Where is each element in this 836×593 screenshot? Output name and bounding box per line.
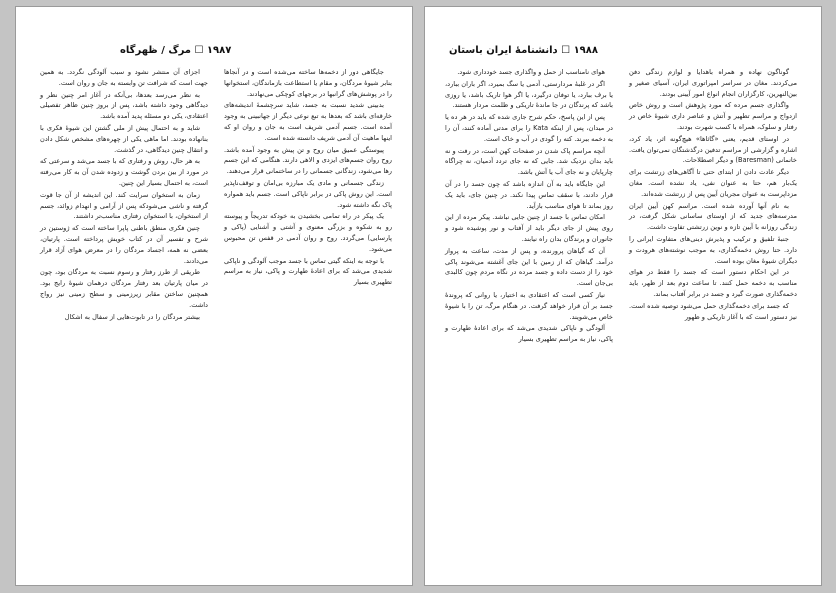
paragraph: بیشتر مردگان را در تابوت‌هایی از سفال به اشکال xyxy=(64,312,200,321)
paragraph: آنچه مراسم پاک شدن در صفحات کهن است، در رفت و نه باید بدان نزدیک شد. جایی که نه جای تردد آدمیان، نه چراگاه چارپایان و نه جای آب یا آتش باشد. xyxy=(445,146,613,177)
paragraph: که جسد برای دخمه‌گذاری حمل می‌شود توصیه شده است. نیز دستور است که با آغاز تاریکی و ظهور xyxy=(629,301,797,321)
paragraph: پیوستگی عمیق میان روح و تن پیش به وجود آمده باشد. روح روان جسم‌های ایزدی و الاهی دارند. هنگامی که این جسم رها می‌شود، زندگانی جسمانی را در ساختمانی قرار می‌دهند. xyxy=(224,145,392,176)
right-page xyxy=(425,7,821,585)
right-page-header: ۱۹۸۸ ☐ دانشنامۀ ایران باستان xyxy=(449,45,598,56)
paragraph: جنبۀ تلفیق و ترکیب و پذیرش دینی‌های متفاوت ایرانی را دارد. حتا روش دخمه‌گذاری، به موجب نوشته‌های هرودت و دیگران شیوۀ مغان بوده است. xyxy=(629,234,797,265)
paragraph: پس از این پاسخ، حکم شرح جاری شده که باید در هر ده یا در میدان، پس از اینکه Kata را برای مدتی آماده کنند، آن را به دخمه ببرند. کته را گودی در آب و خاک است. xyxy=(445,113,613,143)
paragraph: اجزای آن منتشر نشود و سبب آلودگی نگردد. به همین جهت است که شرافت تن وابسته به جان و روان است. xyxy=(40,68,208,87)
right-page-right-column xyxy=(629,67,797,323)
paragraph: در اوستای قدیم، یعنی «گاثاها» هیچ‌گونه اثر، یاد کرد، اشاره و گزارشی از مراسم تدفین درگذشتگان نمی‌توان یافت. خانمانی (Baresman) و دیگر اصطلاحات. xyxy=(629,134,797,165)
paragraph: بدبینی شدید نسبت به جسد، شاید سرچشمۀ اندیشه‌های خارقه‌ای باشد که بعدها به تبع نوعی دیگر از جهانبینی به وجود آمده است. جسم آدمی شریف است به جان و روان او که اینها ماهیت آن آدمی شریف دانسته شده است. xyxy=(224,101,392,142)
paragraph: چنین فکری منطق باطنی پاپرا ساخته است که ژوستین در شرح و تفسیر آن در کتاب خویش پرداخته است. پارتیان، بعضی نه همه، اجساد مردگان را در معرض هوای آزاد قرار می‌دادند. xyxy=(40,224,208,265)
paragraph: آن که گیاهان پرورنده، و پس از مدت، ساعت به پرواز درآمد. گیاهان که از زمین با این جای آغشته می‌شوند پاکی خود را از دست داده و جسد مرده در نگاه مردم چون کالبدی بی‌جان است. xyxy=(445,246,613,288)
paragraph: با توجه به اینکه گیتی تماس با جسد موجب آلودگی و ناپاکی شدیدی می‌شد که برای اعادۀ طهارت و پاکی، نیاز به مراسم تطهیری بسیار xyxy=(224,256,392,287)
paragraph: اگر در غلبۀ مردارستی، آدمی یا سگ بمیرد، اگر باران ببارد، یا برف ببارد، یا توفان درگیرد، یا اگر هوا تاریک باشد، یا روزی باشد که پرندگان در جا ماندۀ تاریکی و ظلمت مردار هستند. xyxy=(445,79,613,110)
paragraph: در این احکام دستور است که جسد را فقط در هوای مناسب به دخمه حمل کنند. تا ساعت دوم بعد از ظهر، باید دخمه‌گذاری صورت گیرد و جسد در برابر آفتاب بماند. xyxy=(629,268,797,298)
paragraph: واگذاری جسم مرده که مورد پژوهش است و روش خاص ازدواج و مراسم تطهیر و آتش و عناصر داری شیوۀ خاص در رفتار و سلوک، همراه با کسب شهرت بودند. xyxy=(629,101,797,131)
paragraph: به نام آنها آورده شده است. مراسم کهن آیین ایران مدرسه‌های جدید که از اوستای ساسانی شکل گرفت، در زندگی روزانه با آیین تازه و نوین زرتشتی تفاوت داشت. xyxy=(629,201,797,232)
left-page-header: ۱۹۸۷ ☐ مرگ / ظهرگاه xyxy=(120,45,232,56)
paragraph: شاید و به احتمال پیش از ملی گشتن این شیوۀ فکری با بنانهاده بودند. اما ماهی یکی از چهره‌های مشخص شکل دادن و انتقال چنین دیدگاهی، در گذشت. xyxy=(40,123,208,154)
paragraph: گوناگون نهاده و همراه باهدایا و لوازم زندگی دفن می‌کردند. مغان در سراسر امپراتوری ایران، آسیای صغیر و بین‌النهرین، کارگزاران انجام انواع امور آیینی بودند. xyxy=(629,68,797,98)
paragraph: به هر حال، روش و رفتاری که با جسد می‌شد و سرعتی که در مورد از بین بردن گوشت و زدوده شدن آن به کار می‌رفته است، به احتمال بسیار این چنین. xyxy=(40,157,208,187)
left-page xyxy=(16,7,412,585)
paragraph: جایگاهی دور از دخمه‌ها ساخته می‌شده است و در آنجاها بنابر شیوۀ مردگان، و مقام یا استطاعت بازماندگان، استخوانها را در پوشش‌های گرانبها در برجهای کوچکی می‌نهادند. xyxy=(224,68,392,98)
paragraph: به نظر می‌رسد بعدها، بی‌آنکه در آغاز امر چنین نظر و دیدگاهی وجود داشته باشد، پس از بروز چنین ظاهر تفصیلی اعتقادی، یکی دو مسئله پدید آمده باشد. xyxy=(40,90,208,121)
paragraph: دیگر عادت دادن از ابتدای حتی تا آگاهی‌های زرتشت برای یک‌بار هم، حتا به عنوان نفی، یاد نشده است. مغان مزداپرست به عنوان مجریان آیین پس از زرتشت شده‌اند. xyxy=(629,168,797,198)
paragraph: آلودگی و ناپاکی شدیدی می‌شد که برای اعادۀ طهارت و پاکی، نیاز به مراسم تطهیری بسیار xyxy=(445,324,613,344)
paragraph: این جایگاه باید به آن اندازه باشد که چون جسد را در آن قرار دادند، با سقف تماس پیدا نکند. در چنین جای، باید یک روز بماند تا هوای مناسب بازآید. xyxy=(445,179,613,210)
paragraph: امکان تماس با جسد از چنین جایی نباشد. پیکر مرده از این روی پیش از جای دیگر باید از آفتاب و نور پوشیده شود و جانوران و پرندگان بدان راه نیابند. xyxy=(445,213,613,243)
left-page-right-column xyxy=(224,67,392,289)
right-page-left-column xyxy=(445,67,613,346)
paragraph: نیاز کسی است که اعتقادی به اختیار، یا روانی که پروندۀ جسد بر آن قرار خواهد گرفت. در هنگام مرگ، تن را با شیوۀ خاص می‌شویند. xyxy=(445,290,613,321)
paragraph: هوای نامناسب از حمل و واگذاری جسد خودداری شود. xyxy=(457,68,605,76)
paragraph: زندگی جسمانی و مادی یک مبارزه بی‌امان و توقف‌ناپذیر است. این روش پاکی در برابر ناپاکی است. جسم باید همواره پاک نگه داشته شود. xyxy=(224,178,392,209)
paragraph: طریقی از طرز رفتار و رسوم نسبت به مردگان بود، چون در میان پارتیان بعد رفتار مردگان درهمان شیوۀ رایج بود. همچنین ساختن مقابر زیرزمینی و سطح زمینی نیز رواج داشت. xyxy=(40,268,208,309)
left-page-left-column xyxy=(40,67,208,323)
paragraph: زمان به استخوان سرایت کند. این اندیشه از آن جا قوت گرفته و ناشی می‌شودکه پس از آرامی و انهدام زوائد، جسم از استخوان، با استخوان رفتاری مناسب‌تر داشتند. xyxy=(40,190,208,221)
paragraph: یک پیکر در راه تمامی بخشیدن به خودکه تدریجاً و پیوسته رو به شکوه و بزرگی معنوی و آشتی و آشنایی (پاکی و پارسایی) می‌گردد. روح و روان آدمی در قفس تن محبوس می‌شود. xyxy=(224,212,392,253)
